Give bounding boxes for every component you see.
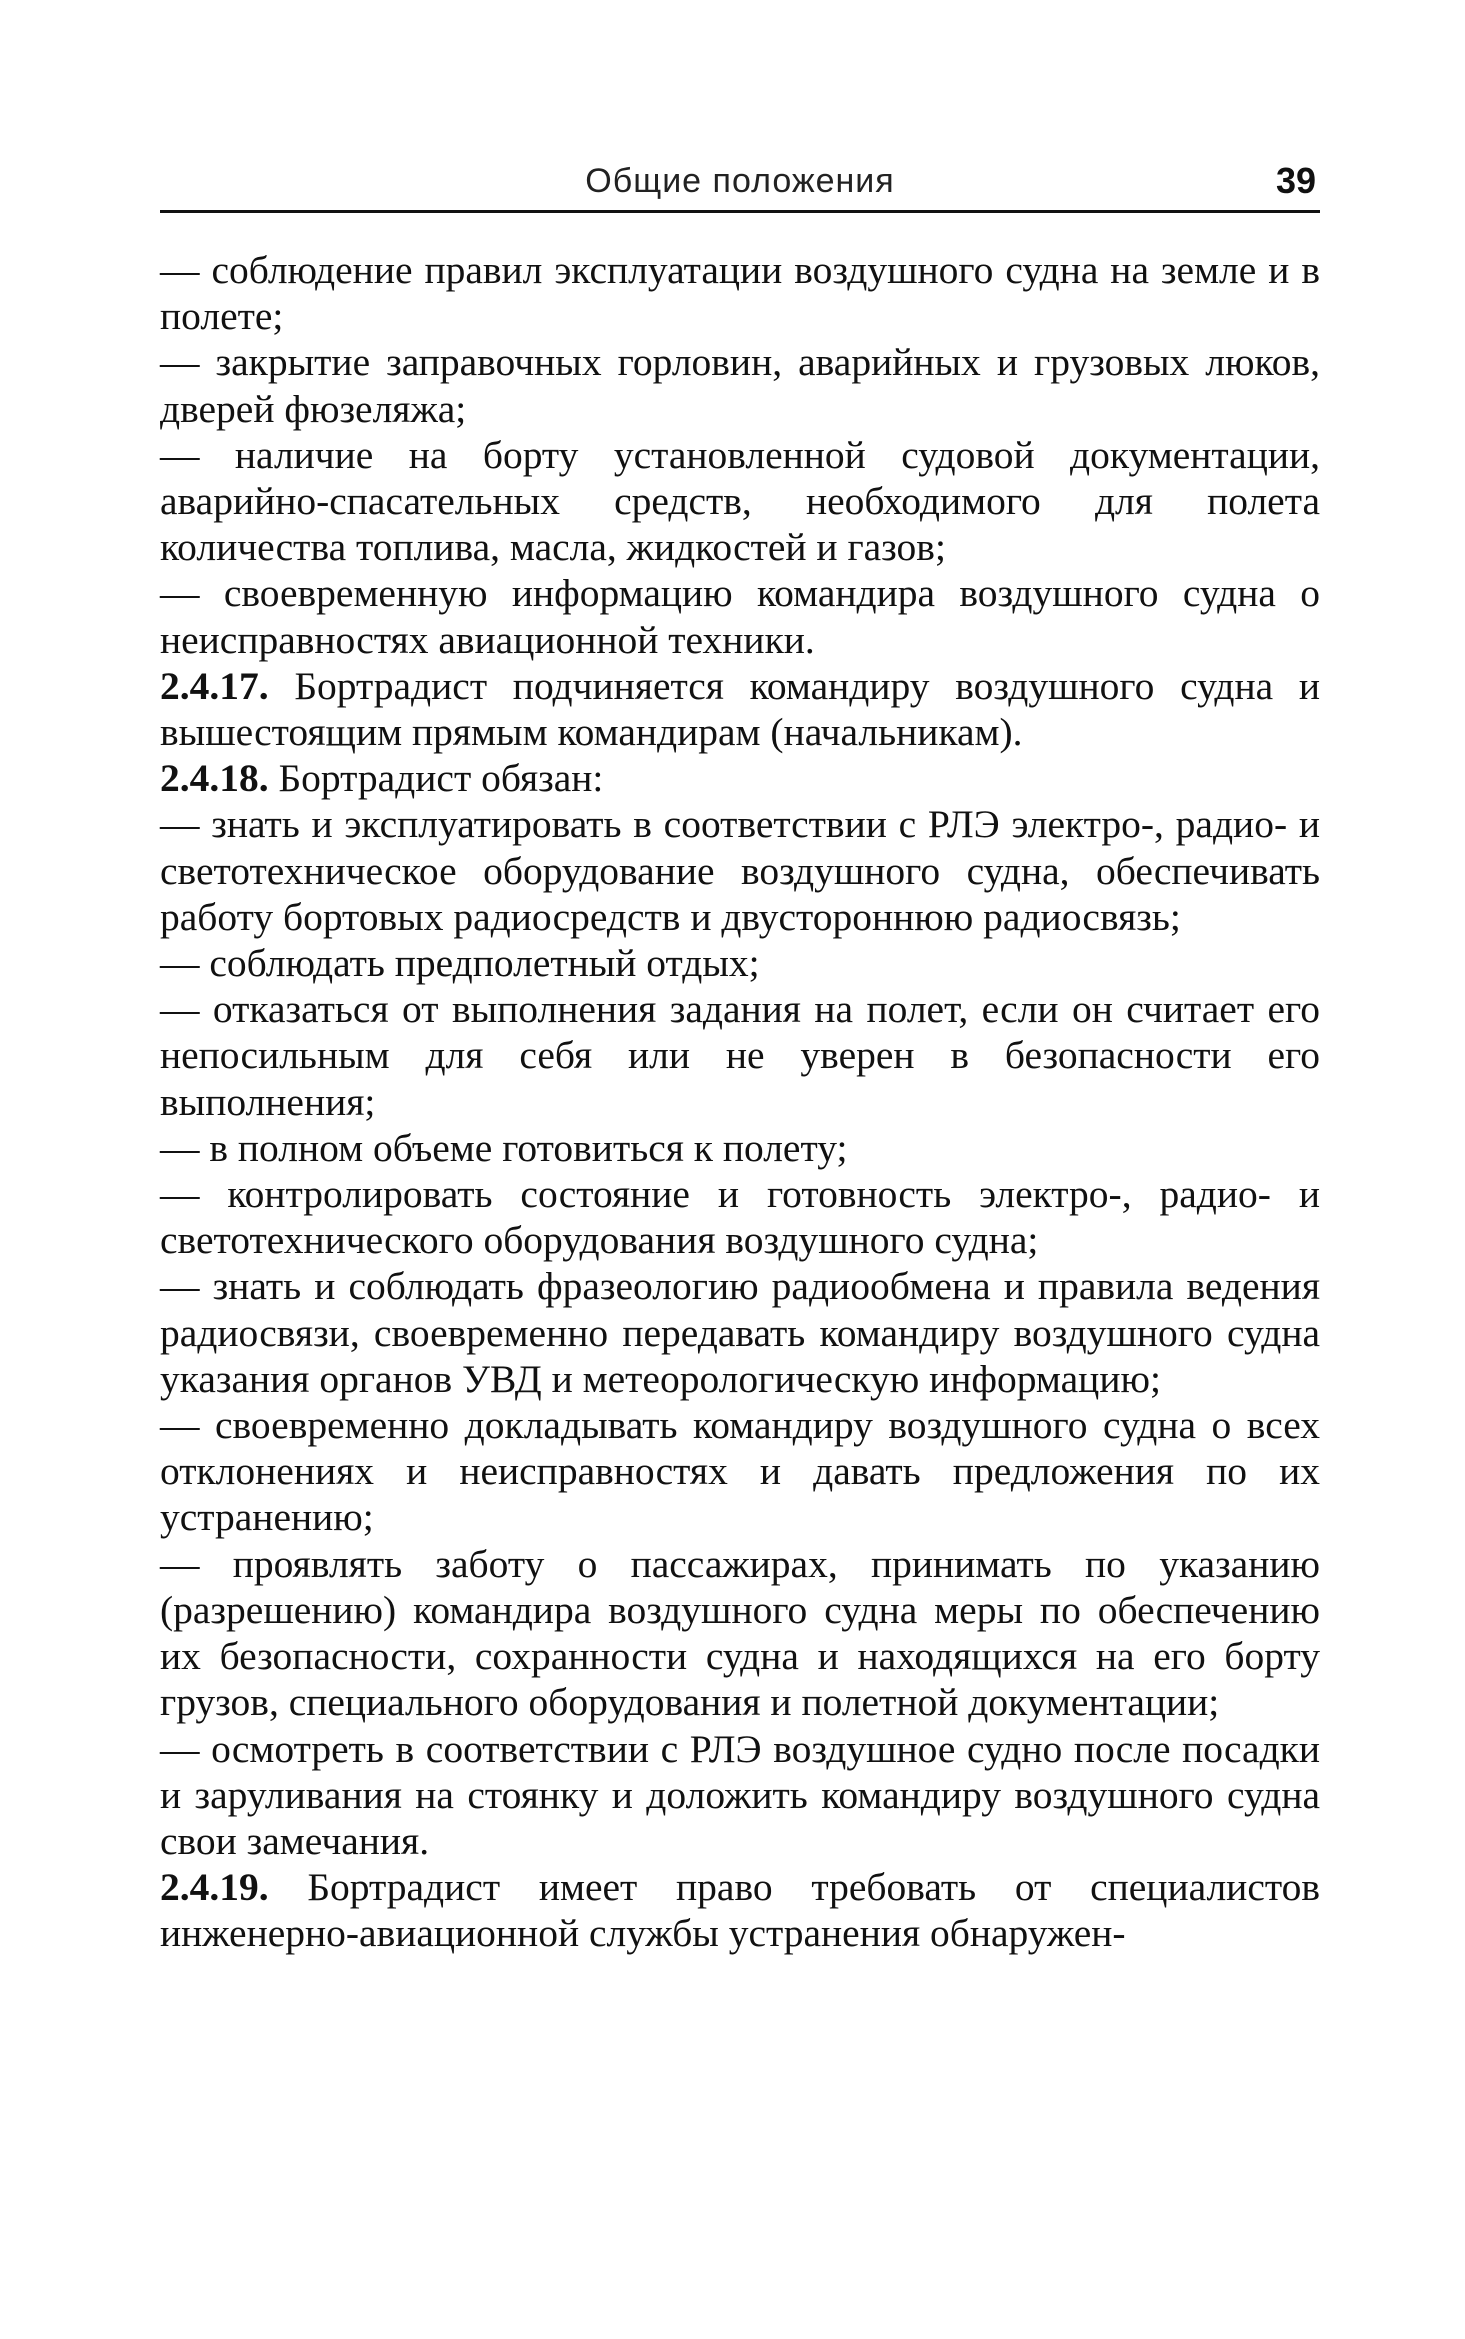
book-page [160,150,1320,1957]
page-header [160,150,1320,213]
page-number: 39 [1275,160,1316,201]
paragraph-3: — наличие на борту установленной судовой документации, аварийно-спасательных средств, необходимого для полета количества топлива, масла, жидкостей и газов; [160,432,1320,570]
paragraph-9: — отказаться от выполнения задания на полет, если он считает его непосильным для себя или не уверен в безопасности его выполнения; [160,987,1320,1124]
paragraph-4: — своевременную информацию командира воздушного судна о неисправностях авиационной техники. [160,571,1320,662]
section-2-4-18: 2.4.18. Бортрадист обязан: [160,756,604,801]
paragraph-13: — своевременно докладывать командиру воздушного судна о всех отклонениях и неисправностях и давать предложения по их устранению; [160,1403,1320,1540]
body-text [160,247,1320,1957]
paragraph-8: — соблюдать предполетный отдых; [160,941,760,986]
section-number: 2.4.17. [160,663,269,708]
running-title: Общие положения [585,162,895,200]
paragraph-12: — знать и соблюдать фразеологию радиообмена и правила ведения радиосвязи, своевременно передавать командиру воздушного судна указания органов УВД и метеорологическую информацию; [160,1264,1320,1401]
paragraph-1: — соблюдение правил эксплуатации воздушного судна на земле и в полете; [160,248,1320,339]
section-number: 2.4.18. [160,756,269,801]
paragraph-11: — контролировать состояние и готовность электро-, радио- и светотехнического оборудования воздушного судна; [160,1172,1320,1263]
paragraph-15: — осмотреть в соответствии с РЛЭ воздушное судно после посадки и заруливания на стоянку и доложить командиру воздушного судна свои замечания. [160,1726,1320,1863]
section-number: 2.4.19. [160,1865,269,1910]
paragraph-7: — знать и эксплуатировать в соответствии с РЛЭ электро-, радио- и светотехническое оборудование воздушного судна, обеспечивать работу бортовых радиосредств и двустороннюю радиосвязь; [160,802,1320,939]
paragraph-2: — закрытие заправочных горловин, аварийных и грузовых люков, дверей фюзеляжа; [160,340,1320,431]
paragraph-10: — в полном объеме готовиться к полету; [160,1125,848,1170]
section-2-4-19: 2.4.19. Бортрадист имеет право требовать от специалистов инженерно-авиационной службы устранения обнаружен- [160,1865,1320,1956]
section-2-4-17: 2.4.17. Бортрадист подчиняется командиру воздушного судна и вышестоящим прямым командирам (начальникам). [160,663,1320,755]
paragraph-14: — проявлять заботу о пассажирах, принимать по указанию (разрешению) командира воздушного судна меры по обеспечению их безопасности, сохранности судна и находящихся на его борту грузов, специального оборудования и полетной документации; [160,1541,1320,1725]
